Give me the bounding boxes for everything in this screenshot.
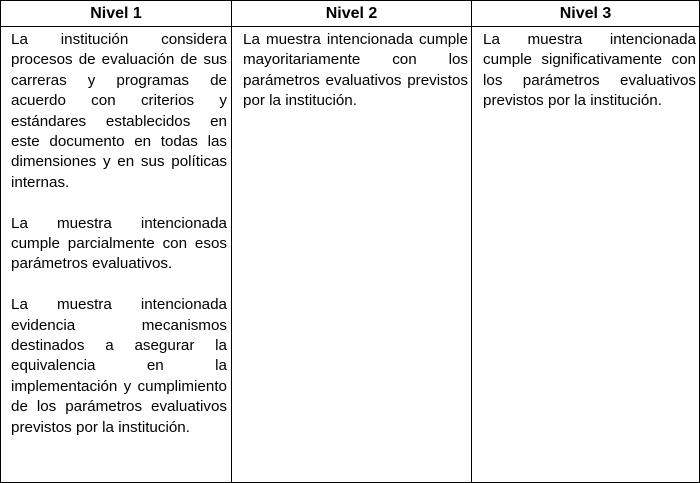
nivel-2-paragraph: La muestra intencionada cumple mayoritariamente con los parámetros evaluativos previstos por la institución.: [243, 31, 468, 110]
nivel-1-paragraph: La muestra intencionada evidencia mecanismos destinados a asegurar la equivalencia en la implementación y cumplimiento de los parámetros evaluativos previstos por la institución.: [11, 296, 227, 436]
nivel-1-paragraph: La muestra intencionada cumple parcialmente con esos parámetros evaluativos.: [11, 214, 227, 273]
header-nivel-2: Nivel 2: [232, 1, 472, 27]
header-row: [1, 1, 700, 27]
cell-nivel-2: [232, 27, 472, 483]
nivel-3-paragraph: La muestra intencionada cumple significativamente con los parámetros evaluativos previstos por la institución.: [483, 31, 696, 110]
table-row: [1, 27, 700, 483]
nivel-1-paragraph: La institución considera procesos de evaluación de sus carreras y programas de acuerdo con criterios y estándares establecidos en este documento en todas las dimensiones y en sus políticas internas.: [11, 31, 227, 191]
cell-nivel-3: [472, 27, 700, 483]
header-nivel-1: Nivel 1: [1, 1, 232, 27]
header-nivel-3: Nivel 3: [472, 1, 700, 27]
cell-nivel-1: [1, 27, 232, 483]
